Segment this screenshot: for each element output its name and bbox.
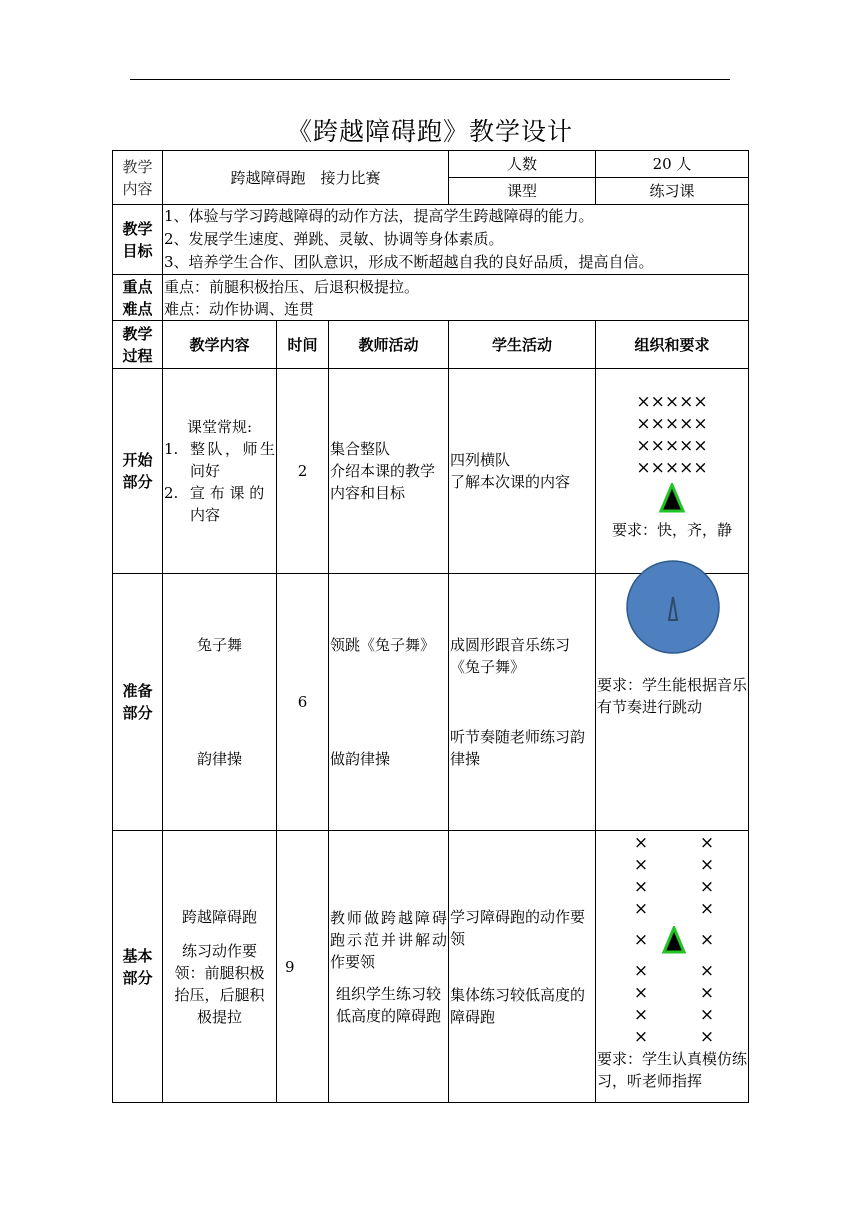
people-label: 人数	[449, 151, 596, 178]
keypoints-label-cell	[113, 275, 163, 321]
start-requirement: 要求：快，齐，静	[612, 521, 733, 539]
student-mark: ×	[699, 855, 715, 875]
basic-student-b: 集体练习较低高度的障碍跑	[450, 985, 586, 1026]
prep-teacher-b: 做韵律操	[330, 750, 391, 768]
start-content-cell	[163, 369, 277, 574]
prep-content-a: 兔子舞	[196, 636, 242, 654]
people-value: 20 人	[596, 151, 749, 178]
basic-teacher-cell	[329, 831, 449, 1103]
formation-row	[597, 1026, 747, 1048]
keypoints-label: 重点难点	[122, 277, 153, 318]
student-mark: ×	[633, 899, 649, 919]
student-mark: ×	[699, 899, 715, 919]
formation-row: ×××××	[636, 458, 708, 478]
page-title: 《跨越障碍跑》教学设计	[286, 117, 573, 146]
formation-row	[597, 832, 747, 854]
student-mark: ×	[699, 833, 715, 853]
two-column-formation	[597, 832, 747, 1048]
goal-item: 3、培养学生合作、团队意识，形成不断超越自我的良好品质，提高自信。	[164, 253, 654, 271]
process-label-cell	[113, 321, 163, 369]
prep-content-cell	[163, 574, 277, 831]
teacher-triangle-icon	[659, 483, 685, 513]
teacher-triangle-icon	[662, 926, 686, 954]
top-rule	[130, 79, 730, 80]
goals-label-cell	[113, 205, 163, 275]
basic-teacher-b: 组织学生练习较低高度的障碍跑	[336, 984, 442, 1025]
col-teacher-header: 教师活动	[329, 321, 449, 369]
prep-time: 6	[277, 574, 329, 831]
student-mark: ×	[699, 983, 715, 1003]
start-content-item-1: 1. 整队，师生问好	[164, 440, 275, 480]
student-mark: ×	[699, 961, 715, 981]
formation-row	[597, 898, 747, 920]
basic-org-cell	[596, 831, 749, 1103]
goals-cell	[163, 205, 749, 275]
content-label: 教学内容	[122, 157, 153, 198]
type-label: 课型	[449, 178, 596, 205]
student-mark: ×	[699, 877, 715, 897]
basic-label: 基本部分	[122, 946, 153, 987]
keypoints-cell	[163, 275, 749, 321]
start-content-item-2: 2. 宣 布 课 的内容	[164, 484, 265, 524]
type-value: 练习课	[596, 178, 749, 205]
student-mark: ×	[633, 1027, 649, 1047]
formation-row-teacher	[597, 920, 747, 960]
hard-point: 难点：动作协调、连贯	[164, 299, 315, 318]
student-mark: ×	[633, 983, 649, 1003]
basic-content-cell	[163, 831, 277, 1103]
col-org-header: 组织和要求	[596, 321, 749, 369]
formation-row	[597, 876, 747, 898]
student-mark: ×	[633, 1005, 649, 1025]
formation-row: ×××××	[636, 392, 708, 412]
formation-row	[597, 960, 747, 982]
basic-time: 9	[277, 831, 329, 1103]
teacher-marker	[597, 479, 747, 517]
goals-label: 教学目标	[122, 219, 153, 260]
start-org-cell	[596, 369, 749, 574]
goal-item: 1、体验与学习跨越障碍的动作方法，提高学生跨越障碍的能力。	[164, 207, 594, 225]
student-mark: ×	[699, 930, 715, 950]
start-label: 开始部分	[122, 451, 153, 491]
formation-row	[597, 982, 747, 1004]
prep-student-cell	[449, 574, 596, 831]
prep-org-cell	[596, 574, 749, 831]
student-mark: ×	[633, 930, 649, 950]
student-mark: ×	[699, 1005, 715, 1025]
student-mark: ×	[633, 877, 649, 897]
basic-requirement: 要求：学生认真模仿练习，听老师指挥	[597, 1050, 748, 1090]
content-value: 跨越障碍跑 接力比赛	[163, 151, 449, 205]
formation-row: ×××××	[636, 414, 708, 434]
basic-student-a: 学习障碍跑的动作要领	[450, 907, 586, 948]
basic-content-a: 跨越障碍跑	[181, 907, 257, 926]
lesson-plan-table	[112, 150, 749, 1103]
basic-student-cell	[449, 831, 596, 1103]
key-point: 重点：前腿积极抬压、后退积极提拉。	[164, 277, 420, 296]
prep-label: 准备部分	[122, 682, 153, 722]
formation-row: ×××××	[636, 436, 708, 456]
formation-row	[597, 1004, 747, 1026]
basic-teacher-a: 教师做跨越障碍跑示范并讲解动作要领	[330, 908, 448, 971]
start-content-intro: 课堂常规:	[186, 418, 253, 436]
student-mark: ×	[633, 961, 649, 981]
prep-content-b: 韵律操	[196, 750, 242, 768]
circle-formation-icon	[624, 558, 722, 656]
circle-formation	[597, 574, 747, 674]
start-label-cell	[113, 369, 163, 574]
student-mark: ×	[633, 833, 649, 853]
start-teacher: 集合整队 介绍本课的教学内容和目标	[329, 369, 449, 574]
process-label: 教学过程	[122, 324, 153, 365]
prep-student-a: 成圆形跟音乐练习《兔子舞》	[450, 636, 571, 676]
student-mark: ×	[699, 1027, 715, 1047]
goal-item: 2、发展学生速度、弹跳、灵敏、协调等身体素质。	[164, 230, 504, 248]
start-time: 2	[277, 369, 329, 574]
prep-teacher-a: 领跳《兔子舞》	[330, 636, 436, 654]
prep-label-cell	[113, 574, 163, 831]
formation-row	[597, 854, 747, 876]
prep-teacher-cell	[329, 574, 449, 831]
prep-student-b: 听节奏随老师练习韵律操	[450, 728, 586, 768]
col-content-header: 教学内容	[163, 321, 277, 369]
prep-requirement: 要求：学生能根据音乐有节奏进行跳动	[597, 676, 748, 716]
basic-label-cell	[113, 831, 163, 1103]
start-student: 四列横队 了解本次课的内容	[449, 369, 596, 574]
student-mark: ×	[633, 855, 649, 875]
col-student-header: 学生活动	[449, 321, 596, 369]
col-time-header: 时间	[277, 321, 329, 369]
basic-content-b: 练习动作要领：前腿积极抬压，后腿积极提拉	[174, 941, 265, 1026]
content-label-cell	[113, 151, 163, 205]
